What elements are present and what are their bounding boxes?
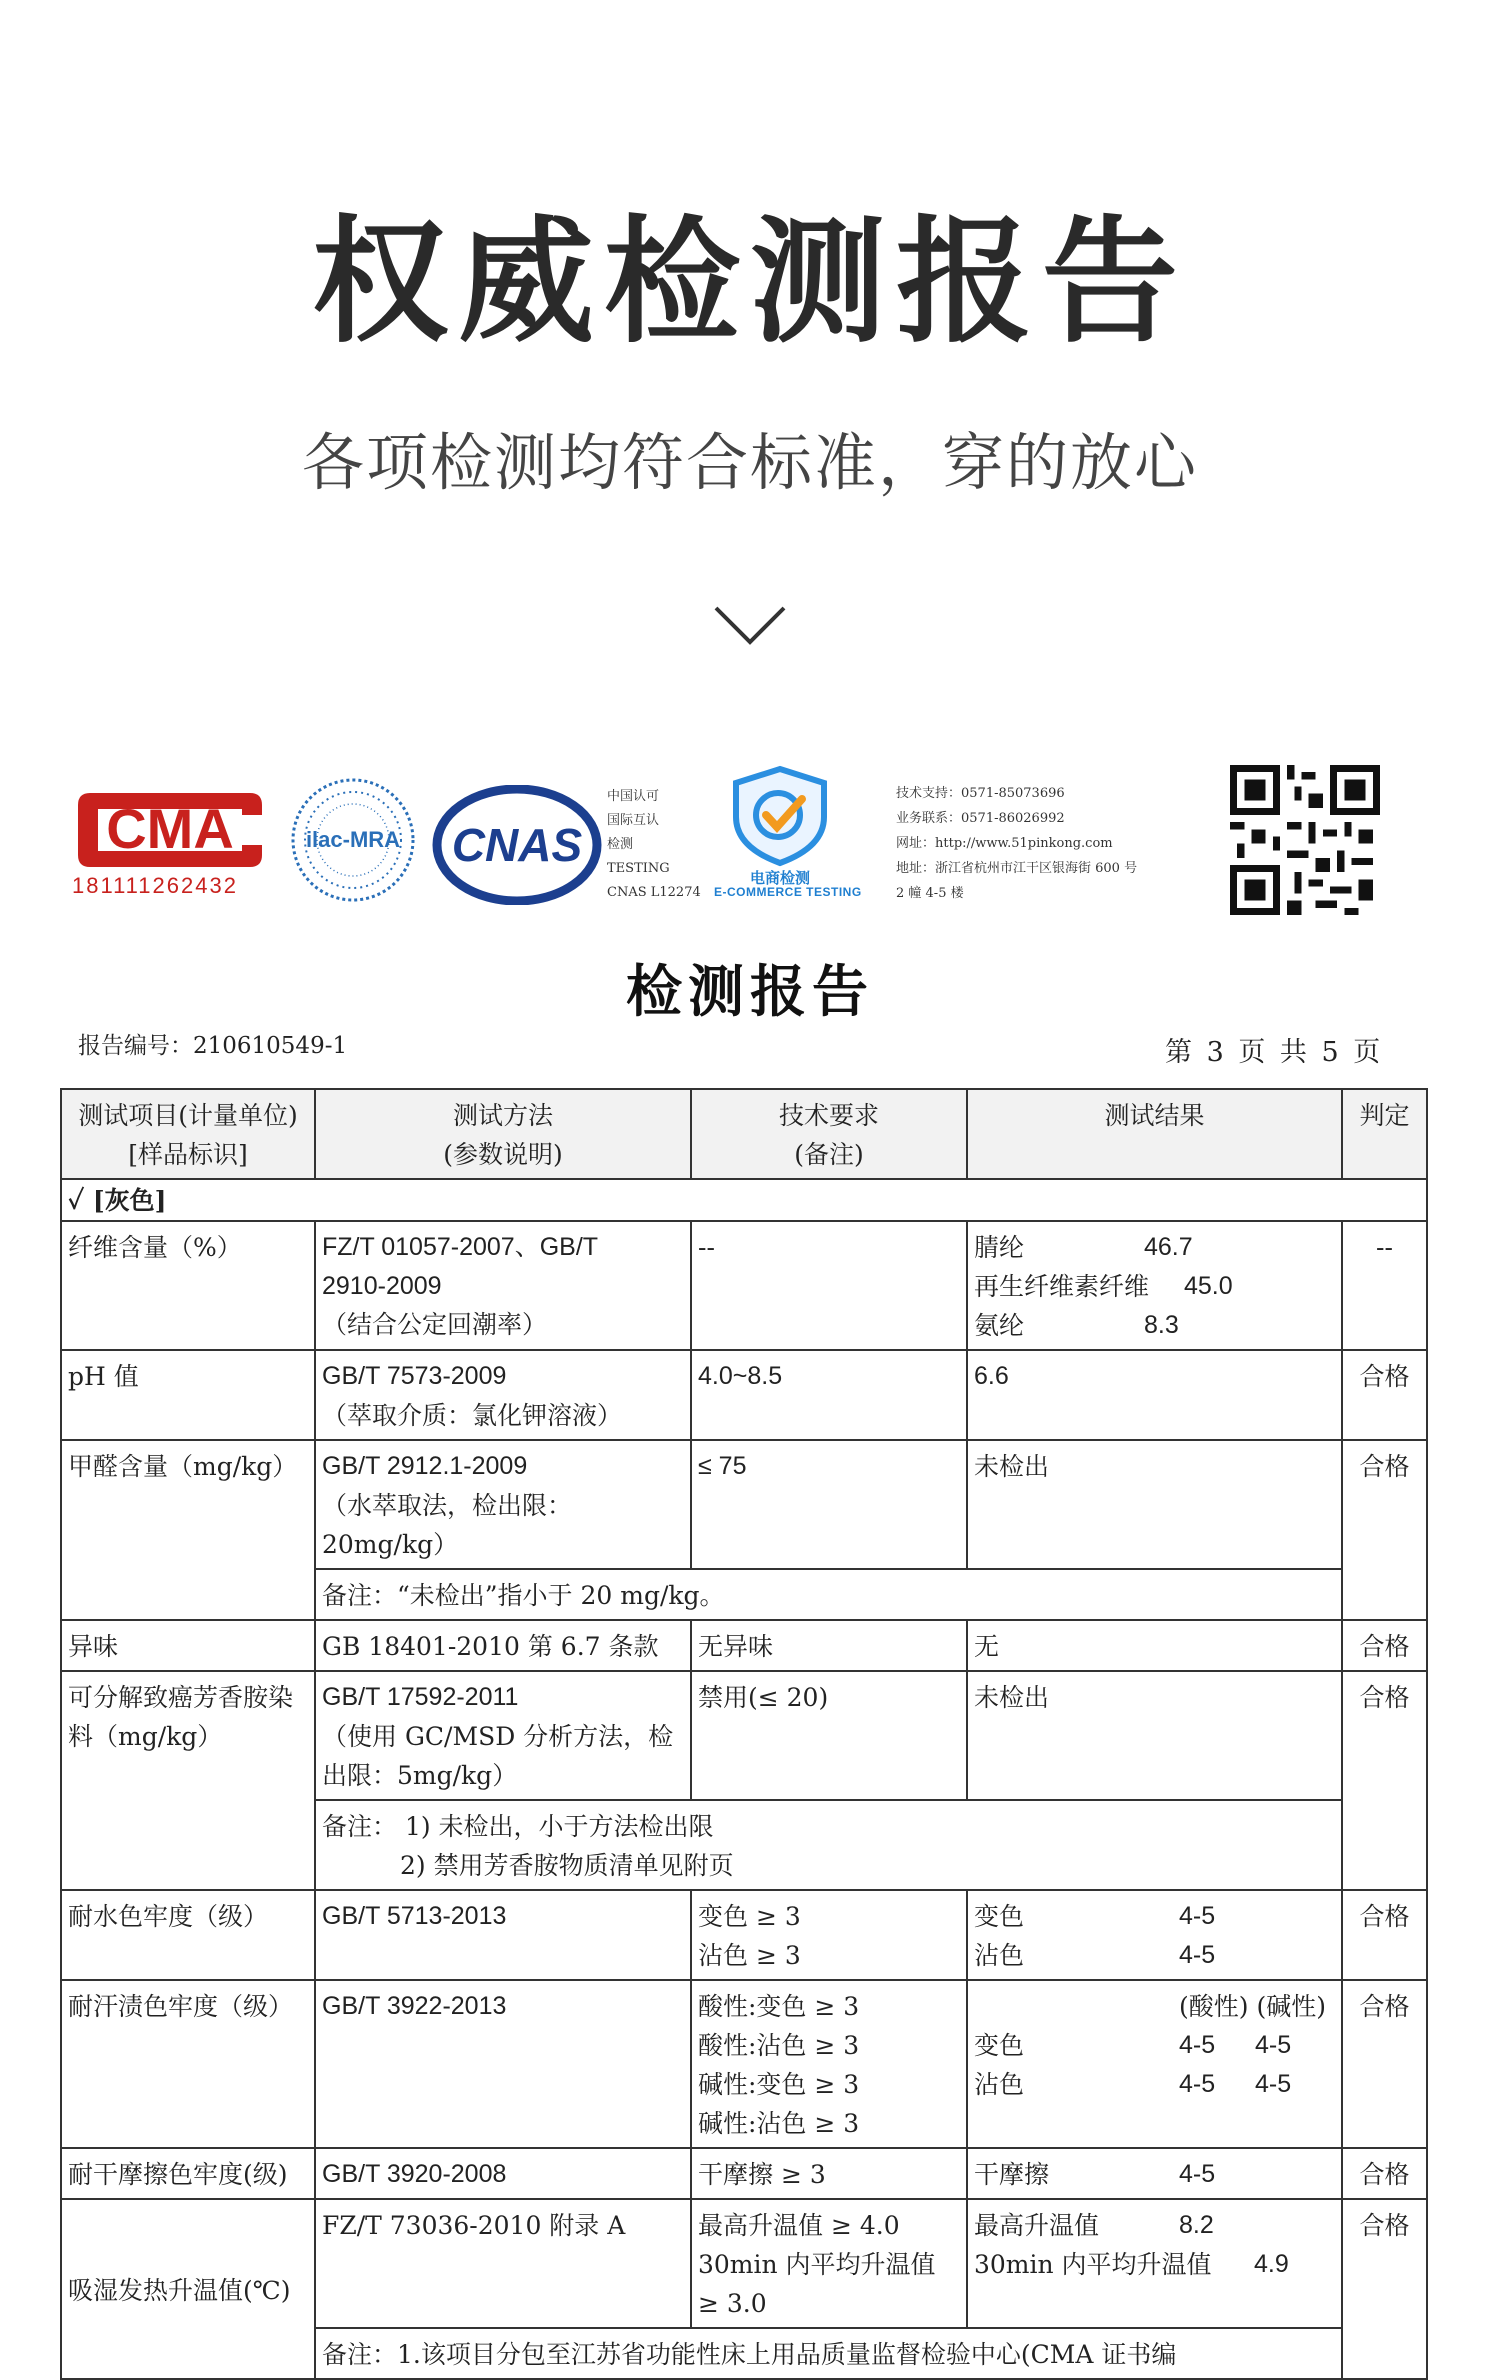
cma-number: 181111262432 xyxy=(72,873,238,898)
result-cell: 干摩擦 4-5 xyxy=(967,2148,1342,2199)
result-cell: (酸性) (碱性) 变色 4-5 4-5 沾色 4-5 4-5 xyxy=(967,1980,1342,2148)
result-cell: 无 xyxy=(967,1620,1342,1671)
hero-subtitle: 各项检测均符合标准，穿的放心 xyxy=(301,426,1198,499)
contact-line: 地址：浙江省杭州市江干区银海街 600 号 xyxy=(896,861,1138,876)
note-cell: 备注：1.该项目分包至江苏省功能性床上用品质量监督检验中心(CMA 证书编 xyxy=(315,2328,1342,2379)
ecommerce-label-cn: 电商检测 xyxy=(750,869,811,887)
table-row xyxy=(61,1980,1427,2148)
chevron-down-icon xyxy=(712,604,788,648)
header-result: 测试结果 xyxy=(967,1089,1342,1179)
cnas-logo-icon xyxy=(432,785,602,905)
judge-cell: 合格 xyxy=(1342,1440,1427,1620)
requirement-cell: 4.0~8.5 xyxy=(691,1350,967,1440)
sample-label: ✓ [灰色] xyxy=(61,1179,1427,1221)
requirement-cell: 禁用(≤ 20) xyxy=(691,1671,967,1800)
hero-title: 权威检测报告 xyxy=(312,204,1188,362)
contact-info xyxy=(896,781,1137,906)
table-row xyxy=(61,1440,1427,1569)
method-cell: GB/T 17592-2011 （使用 GC/MSD 分析方法，检 出限：5mg/kg） xyxy=(315,1671,691,1800)
cnas-info-line: 国际互认 xyxy=(607,813,660,828)
item-cell: 吸湿发热升温值(℃) xyxy=(61,2199,315,2379)
method-cell: GB/T 7573-2009 （萃取介质：氯化钾溶液） xyxy=(315,1350,691,1440)
result-cell: 未检出 xyxy=(967,1440,1342,1569)
table-row xyxy=(61,1671,1427,1800)
table-row xyxy=(61,2199,1427,2328)
table-header-row xyxy=(61,1089,1427,1179)
cnas-info-line: 检测 xyxy=(607,837,634,852)
note-cell: 备注：“未检出”指小于 20 mg/kg。 xyxy=(315,1569,1342,1620)
table-row xyxy=(61,2148,1427,2199)
method-cell: FZ/T 73036-2010 附录 A xyxy=(315,2199,691,2328)
contact-line: 技术支持：0571-85073696 xyxy=(896,786,1065,801)
ilac-mra-logo-icon xyxy=(288,775,418,905)
judge-cell: 合格 xyxy=(1342,1620,1427,1671)
cma-text: CMA xyxy=(106,797,234,860)
table-row xyxy=(61,1221,1427,1350)
requirement-cell: ≤ 75 xyxy=(691,1440,967,1569)
method-cell: GB/T 3922-2013 xyxy=(315,1980,691,2148)
cnas-info-line: 中国认可 xyxy=(607,789,660,804)
qr-code-icon xyxy=(1230,765,1380,915)
result-cell: 变色 4-5 沾色 4-5 xyxy=(967,1890,1342,1980)
cnas-info-line: CNAS L12274 xyxy=(607,885,701,900)
item-cell: 耐水色牢度（级） xyxy=(61,1890,315,1980)
item-cell: 异味 xyxy=(61,1620,315,1671)
table-row xyxy=(61,1350,1427,1440)
ecommerce-label-en: E-COMMERCE TESTING xyxy=(714,885,862,899)
requirement-cell: 无异味 xyxy=(691,1620,967,1671)
item-cell: 耐汗渍色牢度（级） xyxy=(61,1980,315,2148)
method-cell: GB 18401-2010 第 6.7 条款 xyxy=(315,1620,691,1671)
header-judge: 判定 xyxy=(1342,1089,1427,1179)
sample-row xyxy=(61,1179,1427,1221)
method-cell: GB/T 5713-2013 xyxy=(315,1890,691,1980)
contact-line: 业务联系：0571-86026992 xyxy=(896,811,1065,826)
contact-line: 网址：http://www.51pinkong.com xyxy=(896,836,1113,851)
method-cell: GB/T 3920-2008 xyxy=(315,2148,691,2199)
judge-cell: -- xyxy=(1342,1221,1427,1350)
table-row xyxy=(61,1620,1427,1671)
judge-cell: 合格 xyxy=(1342,2199,1427,2379)
result-cell: 6.6 xyxy=(967,1350,1342,1440)
report-number: 报告编号：210610549-1 xyxy=(78,1033,348,1059)
cma-logo-icon xyxy=(70,785,270,875)
method-cell: GB/T 2912.1-2009 （水萃取法，检出限：20mg/kg） xyxy=(315,1440,691,1569)
judge-cell: 合格 xyxy=(1342,1890,1427,1980)
item-cell: 可分解致癌芳香胺染 料（mg/kg） xyxy=(61,1671,315,1890)
result-cell: 腈纶 46.7 再生纤维素纤维 45.0 氨纶 8.3 xyxy=(967,1221,1342,1350)
certification-logos xyxy=(0,755,1500,935)
page-indicator: 第 3 页 共 5 页 xyxy=(1165,1037,1381,1068)
result-cell: 最高升温值 8.2 30min 内平均升温值 4.9 xyxy=(967,2199,1342,2328)
ecommerce-shield-icon xyxy=(720,765,840,867)
requirement-cell: 酸性:变色 ≥ 3 酸性:沾色 ≥ 3 碱性:变色 ≥ 3 碱性:沾色 ≥ 3 xyxy=(691,1980,967,2148)
report-table xyxy=(60,1088,1428,2380)
header-method: 测试方法 (参数说明) xyxy=(315,1089,691,1179)
ilac-text: ilac-MRA xyxy=(305,827,401,852)
requirement-cell: 变色 ≥ 3 沾色 ≥ 3 xyxy=(691,1890,967,1980)
item-cell: 甲醛含量（mg/kg） xyxy=(61,1440,315,1620)
contact-line: 2 幢 4-5 楼 xyxy=(896,886,964,901)
judge-cell: 合格 xyxy=(1342,1980,1427,2148)
judge-cell: 合格 xyxy=(1342,1671,1427,1890)
header-item: 测试项目(计量单位) [样品标识] xyxy=(61,1089,315,1179)
item-cell: 耐干摩擦色牢度(级) xyxy=(61,2148,315,2199)
result-cell: 未检出 xyxy=(967,1671,1342,1800)
cnas-info xyxy=(607,785,701,905)
item-cell: 纤维含量（%） xyxy=(61,1221,315,1350)
table-row xyxy=(61,1890,1427,1980)
cnas-text: CNAS xyxy=(451,819,583,871)
note-cell: 备注： 1) 未检出，小于方法检出限 2) 禁用芳香胺物质清单见附页 xyxy=(315,1800,1342,1890)
item-cell: pH 值 xyxy=(61,1350,315,1440)
requirement-cell: 干摩擦 ≥ 3 xyxy=(691,2148,967,2199)
requirement-cell: -- xyxy=(691,1221,967,1350)
report-title: 检测报告 xyxy=(626,959,874,1025)
requirement-cell: 最高升温值 ≥ 4.0 30min 内平均升温值 ≥ 3.0 xyxy=(691,2199,967,2328)
cnas-info-line: TESTING xyxy=(607,861,670,876)
header-requirement: 技术要求 (备注) xyxy=(691,1089,967,1179)
method-cell: FZ/T 01057-2007、GB/T 2910-2009 （结合公定回潮率） xyxy=(315,1221,691,1350)
judge-cell: 合格 xyxy=(1342,1350,1427,1440)
judge-cell: 合格 xyxy=(1342,2148,1427,2199)
